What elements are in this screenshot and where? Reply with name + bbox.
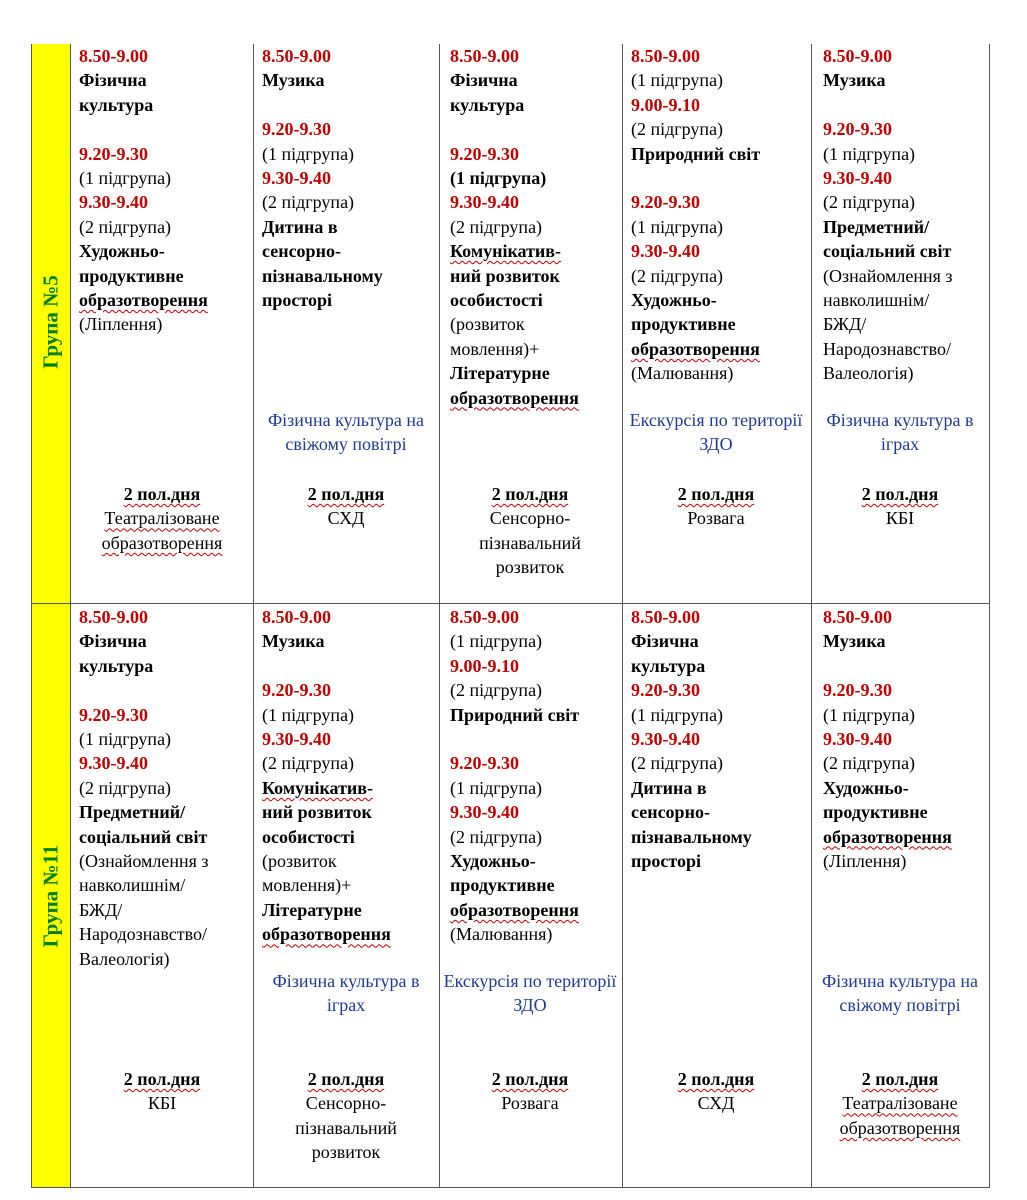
activity-name: соціальний світ: [823, 241, 952, 262]
spacer: [450, 117, 626, 141]
activity-note: (2 підгрупа): [79, 777, 172, 798]
activity-note: (2 підгрупа): [631, 753, 724, 774]
afternoon-activity: Театралізоване образотворення: [839, 1093, 961, 1138]
activity-note: (1 підгрупа): [823, 143, 916, 164]
time-slot: 8.50-9.00: [262, 607, 331, 627]
outdoor-activity: Фізична культура на свіжому повітрі: [821, 971, 979, 1016]
activity-name: Музика: [262, 70, 325, 91]
time-slot: 9.20-9.30: [450, 753, 519, 774]
activity-note: (2 підгрупа): [262, 192, 355, 213]
activity-note: (2 підгрупа): [631, 265, 724, 286]
time-slot: 9.00-9.10: [631, 94, 700, 115]
activity-name: Предметний/: [79, 802, 186, 823]
activity-note: БЖД/: [79, 899, 123, 920]
activity-name: культура: [450, 94, 525, 115]
grid-line: [439, 44, 440, 1188]
activity-name: Фізична: [79, 70, 147, 91]
afternoon-block: [442, 482, 618, 580]
afternoon-label: 2 пол.дня: [307, 1069, 385, 1089]
time-slot: 8.50-9.00: [823, 46, 892, 66]
activity-note: Валеологія): [79, 948, 170, 969]
activity-note: (2 підгрупа): [450, 826, 543, 847]
activity-note: (Малювання): [631, 363, 734, 384]
afternoon-activity: Розвага: [501, 1093, 559, 1114]
time-slot: 9.20-9.30: [262, 119, 331, 140]
afternoon-block: [628, 1067, 804, 1116]
time-slot: 9.20-9.30: [823, 680, 892, 701]
afternoon-label: 2 пол.дня: [123, 1069, 201, 1089]
activity-note: (2 підгрупа): [79, 216, 172, 237]
time-slot: 9.30-9.40: [631, 241, 700, 262]
lesson-cell: [79, 44, 255, 337]
table-bottom-border: [31, 1187, 990, 1188]
activity-name: Музика: [823, 631, 886, 652]
activity-name: соціальний світ: [79, 826, 208, 847]
activity-note: (1 підгрупа): [631, 704, 724, 725]
activity-note: (1 підгрупа): [79, 168, 172, 189]
afternoon-block: [74, 482, 250, 555]
time-slot: 8.50-9.00: [450, 607, 519, 627]
activity-name: культура: [631, 655, 706, 676]
spacer: [631, 166, 807, 190]
time-slot: 9.00-9.10: [450, 655, 519, 676]
afternoon-label: 2 пол.дня: [491, 484, 569, 504]
activity-note: (розвиток: [262, 851, 337, 872]
afternoon-label: 2 пол.дня: [861, 1069, 939, 1089]
outdoor-activity: Фізична культура в іграх: [826, 410, 974, 455]
activity-note: (2 підгрупа): [450, 216, 543, 237]
afternoon-activity: СХД: [697, 1093, 735, 1114]
time-slot: 8.50-9.00: [631, 607, 700, 627]
afternoon-block: [442, 1067, 618, 1116]
lesson-cell: [823, 605, 999, 873]
activity-name: продуктивне: [823, 802, 928, 823]
activity-name: (1 підгрупа): [450, 168, 547, 189]
time-slot: 9.30-9.40: [450, 192, 519, 213]
spacer: [450, 727, 626, 751]
activity-note: навколишнім/: [823, 290, 930, 311]
time-slot: 9.30-9.40: [79, 192, 148, 213]
activity-note: (Ознайомлення з: [79, 851, 209, 872]
time-slot: 8.50-9.00: [79, 607, 148, 627]
activity-name: образотворення: [262, 924, 391, 945]
spacer: [262, 654, 438, 678]
activity-name: особистості: [262, 826, 355, 847]
lesson-cell: [450, 605, 626, 947]
activity-name: образотворення: [631, 338, 760, 359]
lesson-cell: [79, 605, 255, 971]
outdoor-activity: Екскурсія по території ЗДО: [629, 410, 803, 455]
afternoon-label: 2 пол.дня: [307, 484, 385, 504]
activity-name: Літературне: [262, 899, 362, 920]
activity-name: Дитина в: [262, 216, 338, 237]
group-divider: [31, 603, 990, 604]
activity-note: (Малювання): [450, 924, 553, 945]
afternoon-label: 2 пол.дня: [861, 484, 939, 504]
activity-note: (1 підгрупа): [631, 216, 724, 237]
activity-note: БЖД/: [823, 314, 867, 335]
time-slot: 9.20-9.30: [823, 119, 892, 140]
spacer: [823, 93, 999, 117]
afternoon-activity: СХД: [327, 508, 365, 529]
activity-name: Художньо-: [631, 290, 717, 311]
activity-note: навколишнім/: [79, 875, 186, 896]
activity-note: (1 підгрупа): [450, 631, 543, 652]
lesson-cell: [450, 44, 626, 410]
afternoon-block: [628, 482, 804, 531]
time-slot: 9.30-9.40: [823, 729, 892, 750]
activity-name: пізнавальному: [631, 826, 752, 847]
activity-name: образотворення: [823, 826, 952, 847]
time-slot: 9.30-9.40: [823, 168, 892, 189]
time-slot: 9.30-9.40: [79, 753, 148, 774]
activity-name: Природний світ: [450, 704, 580, 725]
time-slot: 9.30-9.40: [450, 802, 519, 823]
activity-name: Музика: [262, 631, 325, 652]
activity-name: Музика: [823, 70, 886, 91]
time-slot: 8.50-9.00: [450, 46, 519, 66]
time-slot: 8.50-9.00: [79, 46, 148, 66]
afternoon-activity: Розвага: [687, 508, 745, 529]
activity-note: (1 підгрупа): [823, 704, 916, 725]
grid-line: [70, 44, 71, 1188]
activity-name: образотворення: [79, 290, 208, 311]
time-slot: 9.20-9.30: [79, 143, 148, 164]
activity-name: Дитина в: [631, 777, 707, 798]
group-11-label: Група №11: [38, 844, 63, 948]
activity-name: Фізична: [450, 70, 518, 91]
activity-note: (2 підгрупа): [823, 753, 916, 774]
time-slot: 9.20-9.30: [631, 680, 700, 701]
activity-note: мовлення)+: [262, 875, 352, 896]
afternoon-block: [258, 482, 434, 531]
afternoon-label: 2 пол.дня: [677, 1069, 755, 1089]
lesson-cell: [631, 605, 807, 873]
time-slot: 8.50-9.00: [823, 607, 892, 627]
afternoon-block: [812, 1067, 988, 1140]
activity-name: ний розвиток: [450, 265, 560, 286]
time-slot: 9.30-9.40: [631, 729, 700, 750]
spacer: [262, 93, 438, 117]
afternoon-activity: Сенсорно-пізнавальний розвиток: [479, 508, 581, 578]
time-slot: 8.50-9.00: [631, 46, 700, 66]
activity-name: образотворення: [450, 899, 579, 920]
activity-name: культура: [79, 94, 154, 115]
afternoon-activity: КБІ: [147, 1093, 177, 1114]
time-slot: 9.20-9.30: [262, 680, 331, 701]
activity-note: (1 підгрупа): [262, 143, 355, 164]
activity-name: просторі: [262, 290, 332, 311]
activity-name: культура: [79, 655, 154, 676]
activity-note: (розвиток: [450, 314, 525, 335]
activity-name: пізнавальному: [262, 265, 383, 286]
activity-name: Художньо-: [823, 777, 909, 798]
lesson-cell: [823, 44, 999, 386]
lesson-cell: [262, 44, 438, 312]
afternoon-label: 2 пол.дня: [677, 484, 755, 504]
lesson-cell: [631, 44, 807, 386]
activity-name: Предметний/: [823, 216, 930, 237]
activity-name: особистості: [450, 290, 543, 311]
activity-note: мовлення)+: [450, 338, 540, 359]
group-5-label: Група №5: [38, 275, 63, 369]
spacer: [79, 117, 255, 141]
afternoon-activity: КБІ: [885, 508, 915, 529]
afternoon-label: 2 пол.дня: [123, 484, 201, 504]
activity-note: (2 підгрупа): [823, 192, 916, 213]
afternoon-block: [258, 1067, 434, 1165]
activity-name: просторі: [631, 851, 701, 872]
activity-note: (Ліплення): [79, 314, 163, 335]
outdoor-activity: Екскурсія по території ЗДО: [443, 971, 617, 1016]
outdoor-activity: Фізична культура в іграх: [272, 971, 420, 1016]
activity-name: Комунікатив-: [450, 241, 562, 262]
afternoon-label: 2 пол.дня: [491, 1069, 569, 1089]
activity-note: (2 підгрупа): [450, 680, 543, 701]
time-slot: 9.20-9.30: [79, 704, 148, 725]
activity-note: (1 підгрупа): [262, 704, 355, 725]
activity-note: (1 підгрупа): [450, 777, 543, 798]
time-slot: 9.20-9.30: [450, 143, 519, 164]
activity-name: Фізична: [631, 631, 699, 652]
activity-name: сенсорно-: [631, 802, 710, 823]
activity-name: Комунікатив-: [262, 777, 374, 798]
activity-note: Народознавство/: [823, 338, 951, 359]
spacer: [79, 678, 255, 702]
time-slot: 8.50-9.00: [262, 46, 331, 66]
activity-name: сенсорно-: [262, 241, 341, 262]
time-slot: 9.20-9.30: [631, 192, 700, 213]
activity-name: Природний світ: [631, 143, 761, 164]
activity-name: продуктивне: [79, 265, 184, 286]
activity-note: (1 підгрупа): [631, 70, 724, 91]
activity-name: продуктивне: [631, 314, 736, 335]
activity-name: Літературне: [450, 363, 550, 384]
time-slot: 9.30-9.40: [262, 168, 331, 189]
activity-name: Художньо-: [79, 241, 165, 262]
afternoon-activity: Театралізоване образотворення: [101, 508, 223, 553]
activity-note: (2 підгрупа): [631, 119, 724, 140]
activity-name: образотворення: [450, 387, 579, 408]
activity-note: Валеологія): [823, 363, 914, 384]
grid-line: [31, 44, 32, 1188]
activity-note: Народознавство/: [79, 924, 207, 945]
activity-name: ний розвиток: [262, 802, 372, 823]
lesson-cell: [262, 605, 438, 947]
activity-note: (2 підгрупа): [262, 753, 355, 774]
activity-name: продуктивне: [450, 875, 555, 896]
afternoon-block: [74, 1067, 250, 1116]
activity-name: Фізична: [79, 631, 147, 652]
activity-note: (1 підгрупа): [79, 729, 172, 750]
spacer: [823, 654, 999, 678]
outdoor-activity: Фізична культура на свіжому повітрі: [267, 410, 425, 455]
activity-note: (Ознайомлення з: [823, 265, 953, 286]
time-slot: 9.30-9.40: [262, 729, 331, 750]
afternoon-activity: Сенсорно-пізнавальний розвиток: [295, 1093, 397, 1163]
afternoon-block: [812, 482, 988, 531]
activity-note: (Ліплення): [823, 851, 907, 872]
activity-name: Художньо-: [450, 851, 536, 872]
